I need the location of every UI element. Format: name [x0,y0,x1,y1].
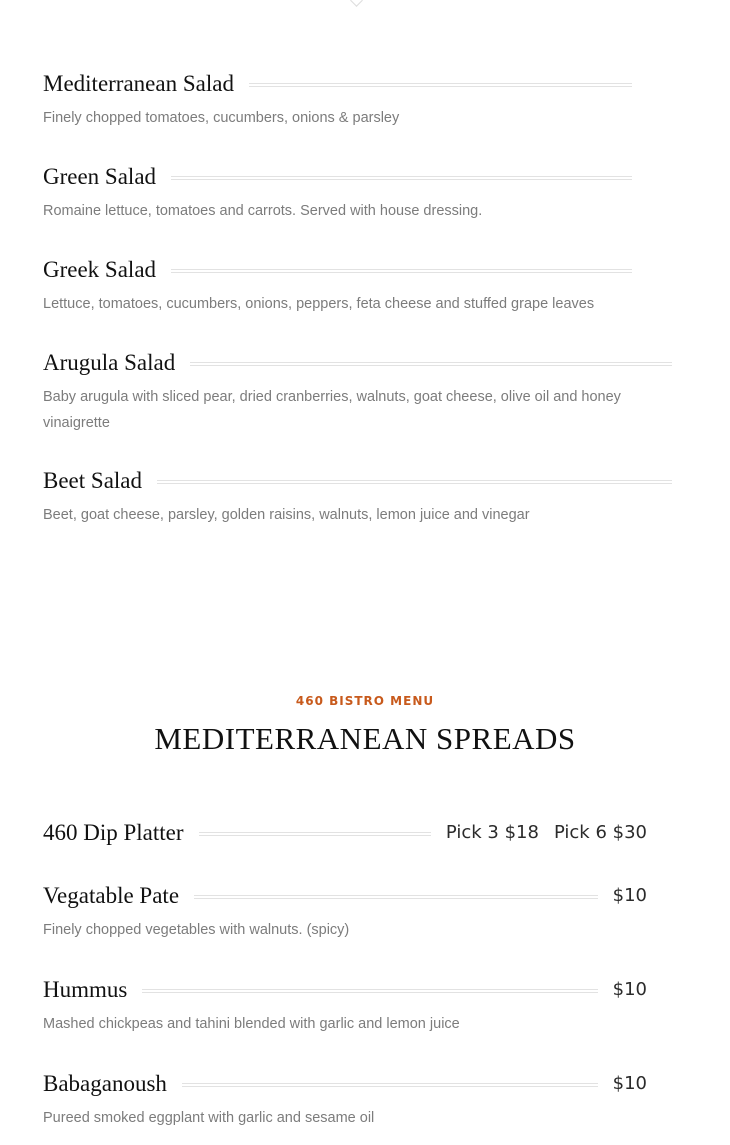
item-price-secondary: Pick 6 $30 [553,822,647,843]
item-name: Arugula Salad [43,350,176,375]
dotted-leader [142,989,597,993]
dotted-leader [194,895,598,899]
dotted-leader [157,480,672,484]
menu-item-hummus [43,976,647,1037]
item-name: Beet Salad [43,468,142,493]
menu-item-mediterranean-salad [43,70,647,131]
item-description: Mashed chickpeas and tahini blended with garlic and lemon juice [43,1016,460,1032]
item-description: Finely chopped tomatoes, cucumbers, onions & parsley [43,110,400,126]
item-name: 460 Dip Platter [43,820,184,845]
divider-ornament [350,0,363,7]
item-name: Babaganoush [43,1071,167,1096]
menu-item-greek-salad [43,256,647,317]
item-price: $10 [612,1073,647,1094]
item-price: $10 [612,885,647,906]
item-description: Beet, goat cheese, parsley, golden raisins, walnuts, lemon juice and vinegar [43,507,530,523]
item-price: Pick 3 $18 [445,822,539,843]
section-title: MEDITERRANEAN SPREADS [154,721,576,756]
item-description: Romaine lettuce, tomatoes and carrots. Served with house dressing. [43,203,483,219]
item-description: Finely chopped vegetables with walnuts. (spicy) [43,922,350,938]
menu-item-vegatable-pate [43,882,647,943]
section-eyebrow: 460 BISTRO MENU [295,694,435,708]
item-price: $10 [612,979,647,1000]
menu-item-green-salad [43,163,647,224]
item-name: Greek Salad [43,257,157,282]
menu-item-arugula-salad [43,349,687,436]
dotted-leader [171,269,632,273]
dotted-leader [171,176,632,180]
item-description: Pureed smoked eggplant with garlic and sesame oil [43,1110,375,1126]
menu-item-dip-platter [43,819,647,847]
item-name: Mediterranean Salad [43,71,234,96]
dotted-leader [182,1083,598,1087]
item-name: Vegatable Pate [43,883,180,908]
menu-item-babaganoush [43,1070,647,1131]
item-description: Lettuce, tomatoes, cucumbers, onions, peppers, feta cheese and stuffed grape leaves [43,296,595,312]
item-name: Hummus [43,977,128,1002]
dotted-leader [199,832,431,836]
item-description: Baby arugula with sliced pear, dried cranberries, walnuts, goat cheese, olive oil and honey vinaigrette [43,389,621,431]
dotted-leader [249,83,632,87]
menu-item-beet-salad [43,467,687,528]
dotted-leader [190,362,672,366]
item-name: Green Salad [43,164,157,189]
